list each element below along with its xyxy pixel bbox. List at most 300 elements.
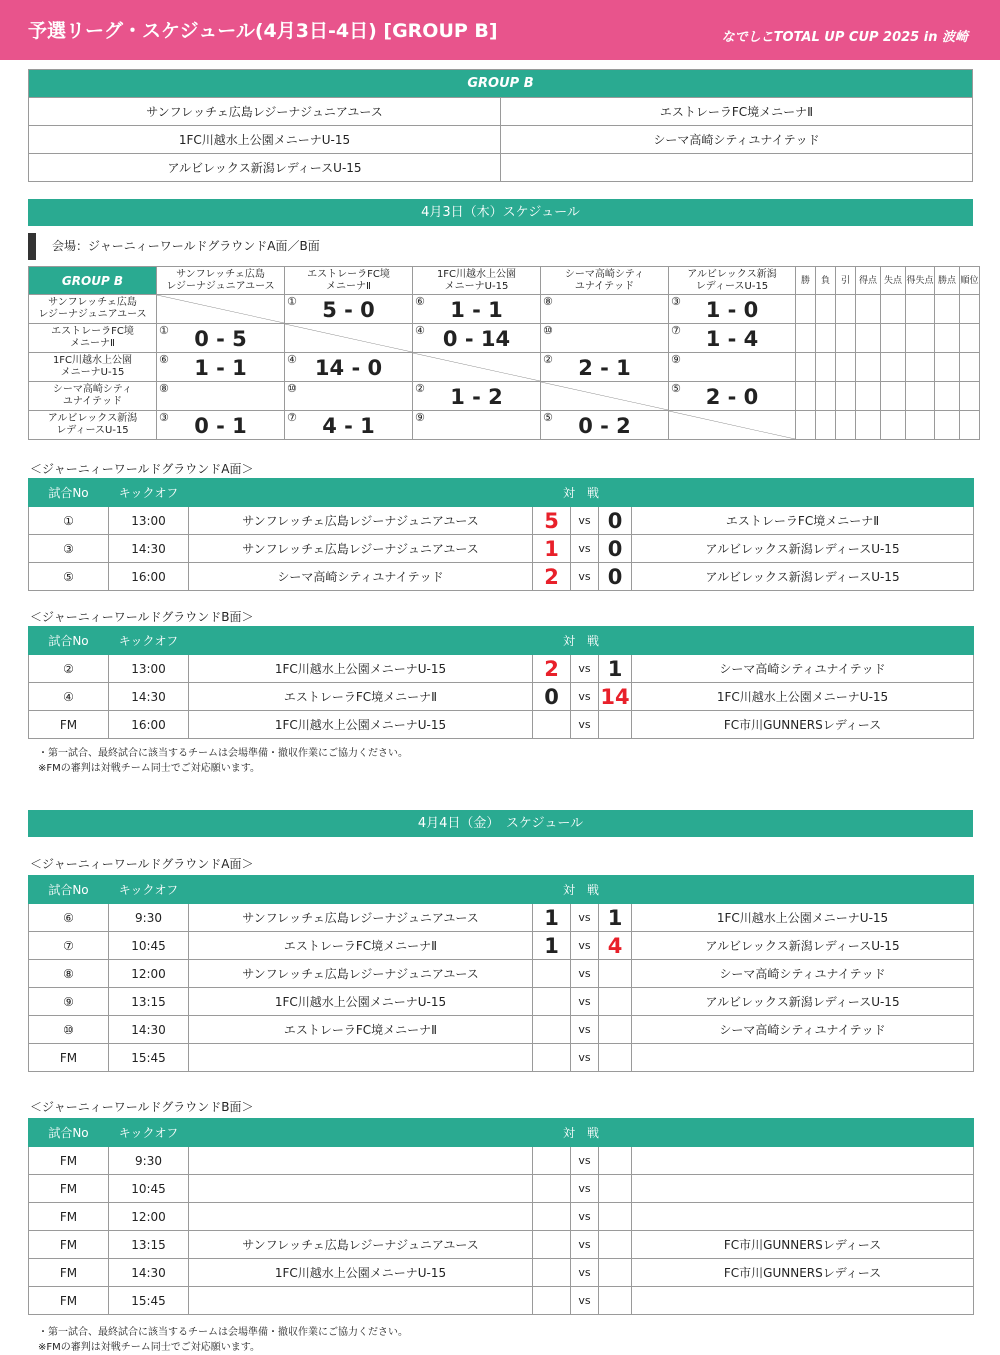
match-no: ①: [29, 507, 109, 535]
stat-cell: [906, 411, 935, 440]
note-line: ※FMの審判は対戦チーム同士でご対応願います。: [38, 763, 260, 774]
event-title: なでしこTOTAL UP CUP 2025 in 波崎: [721, 30, 968, 45]
home-team: エストレーラFC境メニーナⅡ: [189, 932, 533, 960]
schedule-row: [29, 507, 974, 535]
match-no: FM: [29, 1287, 109, 1315]
matrix-row-team: [29, 411, 157, 440]
vs-label: vs: [571, 932, 599, 960]
away-score: [599, 711, 632, 739]
away-team: [632, 1175, 974, 1203]
home-score: [533, 1016, 571, 1044]
stat-cell: [816, 324, 836, 353]
col-header-kickoff: キックオフ: [109, 1119, 189, 1147]
kickoff-time: 14:30: [109, 1259, 189, 1287]
stat-cell: [960, 411, 980, 440]
schedule-row: [29, 1231, 974, 1259]
home-team: 1FC川越水上公園メニーナU-15: [189, 711, 533, 739]
team-name-line: シーマ高崎シティ: [564, 268, 645, 280]
home-team: [189, 1203, 533, 1231]
match-no: FM: [29, 1044, 109, 1072]
col-header-match: 対 戦: [189, 876, 974, 904]
match-score: 5 - 0: [322, 298, 375, 322]
stat-cell: [881, 295, 906, 324]
stat-cell: [881, 382, 906, 411]
match-no: ⑩: [29, 1016, 109, 1044]
away-team: アルビレックス新潟レディースU-15: [632, 535, 974, 563]
schedule-row: [29, 932, 974, 960]
kickoff-time: 15:45: [109, 1287, 189, 1315]
vs-label: vs: [571, 683, 599, 711]
away-team: シーマ高崎シティユナイテッド: [632, 655, 974, 683]
day1-groundB-table: [28, 626, 974, 739]
stat-cell: [796, 324, 816, 353]
day1-groundA-label: ＜ジャーニィーワールドグラウンドA面＞: [30, 462, 254, 476]
schedule-row: [29, 1203, 974, 1231]
away-score: [599, 1016, 632, 1044]
matrix-diagonal-cell: [669, 411, 796, 440]
match-score: 0 - 5: [194, 327, 247, 351]
stat-cell: [960, 295, 980, 324]
day2-groundA-label: ＜ジャーニィーワールドグラウンドA面＞: [30, 857, 254, 871]
match-score: 1 - 1: [194, 356, 247, 380]
matrix-diagonal-cell: [285, 324, 413, 353]
team-name-line: ユナイテッド: [574, 280, 635, 292]
match-number: ④: [287, 353, 297, 366]
stat-cell: [816, 353, 836, 382]
matrix-col-team: [541, 267, 669, 295]
team-name-line: シーマ高崎シティ: [52, 384, 133, 395]
day1-notes: [38, 746, 408, 776]
match-number: ③: [671, 295, 681, 308]
stat-cell: [935, 411, 960, 440]
matrix-result-cell: [413, 324, 541, 353]
away-score: [599, 1175, 632, 1203]
matrix-result-cell: [157, 411, 285, 440]
away-team: FC市川GUNNERSレディース: [632, 1231, 974, 1259]
day2-groundA-table: [28, 875, 974, 1072]
away-score: 4: [599, 932, 632, 960]
team-name-line: メニーナⅡ: [326, 280, 371, 292]
stat-cell: [935, 353, 960, 382]
team-name-line: エストレーラFC境: [307, 268, 390, 280]
away-score: 0: [599, 507, 632, 535]
stat-cell: [836, 295, 856, 324]
schedule-row: [29, 960, 974, 988]
match-number: ⑥: [415, 295, 425, 308]
match-number: ③: [159, 411, 169, 424]
home-score: 0: [533, 683, 571, 711]
group-team: アルビレックス新潟レディースU-15: [29, 154, 501, 182]
stat-header: 失点: [881, 267, 906, 295]
vs-label: vs: [571, 1287, 599, 1315]
stat-cell: [856, 295, 881, 324]
vs-label: vs: [571, 1203, 599, 1231]
col-header-no: 試合No: [29, 1119, 109, 1147]
kickoff-time: 15:45: [109, 1044, 189, 1072]
kickoff-time: 9:30: [109, 904, 189, 932]
vs-label: vs: [571, 1147, 599, 1175]
schedule-row: [29, 1044, 974, 1072]
stat-cell: [935, 382, 960, 411]
matrix-result-cell: [669, 324, 796, 353]
away-score: 1: [599, 655, 632, 683]
home-score: 5: [533, 507, 571, 535]
group-team: 1FC川越水上公園メニーナU-15: [29, 126, 501, 154]
vs-label: vs: [571, 1175, 599, 1203]
kickoff-time: 16:00: [109, 563, 189, 591]
match-number: ②: [415, 382, 425, 395]
schedule-row: [29, 904, 974, 932]
match-number: ⑨: [415, 411, 425, 424]
stat-cell: [816, 382, 836, 411]
kickoff-time: 13:15: [109, 988, 189, 1016]
venue-label: 会場：ジャーニィーワールドグラウンドA面／B面: [28, 233, 320, 260]
schedule-row: [29, 1175, 974, 1203]
team-name-line: メニーナⅡ: [70, 338, 115, 349]
team-name-line: レジーナジュニアユース: [38, 309, 147, 320]
match-number: ⑩: [543, 324, 553, 337]
schedule-row: [29, 1287, 974, 1315]
home-score: 1: [533, 932, 571, 960]
team-name-line: ユナイテッド: [62, 396, 123, 407]
vs-label: vs: [571, 1231, 599, 1259]
diagonal-line: [669, 411, 795, 439]
home-team: エストレーラFC境メニーナⅡ: [189, 683, 533, 711]
vs-label: vs: [571, 904, 599, 932]
stat-cell: [960, 324, 980, 353]
away-team: シーマ高崎シティユナイテッド: [632, 1016, 974, 1044]
home-score: 2: [533, 655, 571, 683]
home-score: [533, 1147, 571, 1175]
match-no: FM: [29, 1175, 109, 1203]
match-number: ⑥: [159, 353, 169, 366]
away-score: [599, 1287, 632, 1315]
match-number: ②: [543, 353, 553, 366]
away-team: 1FC川越水上公園メニーナU-15: [632, 683, 974, 711]
away-score: [599, 960, 632, 988]
away-score: 0: [599, 563, 632, 591]
stat-cell: [960, 353, 980, 382]
match-score: 14 - 0: [314, 356, 383, 380]
stat-header: 勝: [796, 267, 816, 295]
away-score: [599, 1044, 632, 1072]
match-number: ①: [159, 324, 169, 337]
kickoff-time: 14:30: [109, 535, 189, 563]
away-team: シーマ高崎シティユナイテッド: [632, 960, 974, 988]
schedule-row: [29, 683, 974, 711]
kickoff-time: 9:30: [109, 1147, 189, 1175]
schedule-row: [29, 1016, 974, 1044]
kickoff-time: 13:15: [109, 1231, 189, 1259]
away-team: エストレーラFC境メニーナⅡ: [632, 507, 974, 535]
stat-header: 引: [836, 267, 856, 295]
matrix-result-cell: [669, 353, 796, 382]
vs-label: vs: [571, 563, 599, 591]
match-number: ⑤: [671, 382, 681, 395]
day1-groundA-table: [28, 478, 974, 591]
matrix-result-cell: [541, 411, 669, 440]
stat-cell: [881, 411, 906, 440]
group-title: GROUP B: [29, 70, 973, 98]
match-no: FM: [29, 1147, 109, 1175]
schedule-row: [29, 988, 974, 1016]
match-score: 0 - 14: [442, 327, 511, 351]
col-header-kickoff: キックオフ: [109, 627, 189, 655]
vs-label: vs: [571, 988, 599, 1016]
page-title: 予選リーグ・スケジュール(4月3日-4日) [GROUP B]: [28, 20, 498, 42]
stat-cell: [816, 295, 836, 324]
match-no: ⑨: [29, 988, 109, 1016]
round-robin-matrix: [28, 266, 980, 440]
home-team: [189, 1287, 533, 1315]
vs-label: vs: [571, 655, 599, 683]
away-score: [599, 1259, 632, 1287]
match-number: ⑧: [159, 382, 169, 395]
note-line: ・第一試合、最終試合に該当するチームは会場準備・撤収作業にご協力ください。: [38, 748, 408, 759]
vs-label: vs: [571, 1259, 599, 1287]
away-score: 0: [599, 535, 632, 563]
match-no: ③: [29, 535, 109, 563]
stat-cell: [836, 353, 856, 382]
home-team: シーマ高崎シティユナイテッド: [189, 563, 533, 591]
home-team: [189, 1044, 533, 1072]
kickoff-time: 16:00: [109, 711, 189, 739]
day1-groundB-label: ＜ジャーニィーワールドグラウンドB面＞: [30, 610, 254, 624]
home-team: 1FC川越水上公園メニーナU-15: [189, 655, 533, 683]
note-line: ※FMの審判は対戦チーム同士でご対応願います。: [38, 1342, 260, 1353]
stat-header: 順位: [960, 267, 980, 295]
stat-cell: [906, 295, 935, 324]
schedule-row: [29, 535, 974, 563]
team-name-line: アルビレックス新潟: [687, 268, 777, 280]
day2-title: 4月4日（金） スケジュール: [28, 810, 973, 837]
team-name-line: サンフレッチェ広島: [48, 297, 137, 308]
vs-label: vs: [571, 507, 599, 535]
home-team: 1FC川越水上公園メニーナU-15: [189, 1259, 533, 1287]
away-team: FC市川GUNNERSレディース: [632, 1259, 974, 1287]
group-team: シーマ高崎シティユナイテッド: [501, 126, 973, 154]
match-score: 4 - 1: [322, 414, 375, 438]
stat-cell: [796, 353, 816, 382]
match-score: 1 - 0: [705, 298, 759, 322]
team-name-line: メニーナU-15: [444, 280, 509, 292]
home-score: [533, 988, 571, 1016]
home-team: エストレーラFC境メニーナⅡ: [189, 1016, 533, 1044]
away-team: [632, 1147, 974, 1175]
col-header-no: 試合No: [29, 876, 109, 904]
match-number: ⑩: [287, 382, 297, 395]
group-team: [501, 154, 973, 182]
team-name-line: レディースU-15: [695, 280, 769, 292]
home-score: 1: [533, 904, 571, 932]
stat-cell: [836, 382, 856, 411]
matrix-result-cell: [285, 353, 413, 382]
stat-cell: [796, 295, 816, 324]
match-no: FM: [29, 1203, 109, 1231]
home-score: [533, 1175, 571, 1203]
match-score: 1 - 1: [450, 298, 503, 322]
home-team: 1FC川越水上公園メニーナU-15: [189, 988, 533, 1016]
match-score: 1 - 2: [450, 385, 503, 409]
stat-cell: [935, 295, 960, 324]
match-number: ⑦: [287, 411, 297, 424]
stat-cell: [816, 411, 836, 440]
match-number: ④: [415, 324, 425, 337]
match-no: ⑥: [29, 904, 109, 932]
match-score: 2 - 0: [705, 385, 759, 409]
page-header: [0, 0, 1000, 60]
match-no: ⑧: [29, 960, 109, 988]
kickoff-time: 13:00: [109, 655, 189, 683]
matrix-row-team: [29, 382, 157, 411]
stat-cell: [906, 324, 935, 353]
match-no: FM: [29, 1231, 109, 1259]
note-line: ・第一試合、最終試合に該当するチームは会場準備・撤収作業にご協力ください。: [38, 1327, 408, 1338]
away-score: [599, 988, 632, 1016]
team-name-line: メニーナU-15: [60, 367, 125, 378]
group-team: サンフレッチェ広島レジーナジュニアユース: [29, 98, 501, 126]
stat-cell: [881, 324, 906, 353]
kickoff-time: 10:45: [109, 932, 189, 960]
diagonal-line: [285, 324, 412, 352]
away-score: 14: [600, 684, 630, 709]
match-number: ①: [287, 295, 297, 308]
kickoff-time: 10:45: [109, 1175, 189, 1203]
vs-label: vs: [571, 535, 599, 563]
diagonal-line: [541, 382, 668, 410]
away-score: [599, 1203, 632, 1231]
matrix-col-team: [285, 267, 413, 295]
matrix-diagonal-cell: [413, 353, 541, 382]
home-team: [189, 1147, 533, 1175]
away-score: [599, 1231, 632, 1259]
schedule-row: [29, 711, 974, 739]
schedule-row: [29, 655, 974, 683]
col-header-kickoff: キックオフ: [109, 479, 189, 507]
matrix-row-team: [29, 295, 157, 324]
away-team: 1FC川越水上公園メニーナU-15: [632, 904, 974, 932]
matrix-result-cell: [541, 295, 669, 324]
home-team: [189, 1175, 533, 1203]
stat-cell: [836, 411, 856, 440]
stat-cell: [856, 411, 881, 440]
stat-cell: [796, 411, 816, 440]
home-score: [533, 1044, 571, 1072]
stat-header: 得失点: [906, 267, 935, 295]
matrix-result-cell: [413, 382, 541, 411]
away-score: [599, 1147, 632, 1175]
match-no: FM: [29, 1259, 109, 1287]
matrix-result-cell: [669, 295, 796, 324]
matrix-result-cell: [285, 382, 413, 411]
stat-cell: [836, 324, 856, 353]
kickoff-time: 14:30: [109, 683, 189, 711]
col-header-match: 対 戦: [189, 1119, 974, 1147]
team-name-line: レジーナジュニアユース: [166, 280, 275, 292]
col-header-no: 試合No: [29, 627, 109, 655]
stat-cell: [906, 382, 935, 411]
away-team: アルビレックス新潟レディースU-15: [632, 932, 974, 960]
vs-label: vs: [571, 711, 599, 739]
stat-cell: [796, 382, 816, 411]
vs-label: vs: [571, 1016, 599, 1044]
match-score: 1 - 4: [705, 327, 759, 351]
day1-title: 4月3日（木）スケジュール: [28, 199, 973, 226]
match-number: ⑦: [671, 324, 681, 337]
home-team: サンフレッチェ広島レジーナジュニアユース: [189, 535, 533, 563]
team-name-line: エストレーラFC境: [51, 326, 134, 337]
team-name-line: アルビレックス新潟: [47, 413, 138, 424]
kickoff-time: 12:00: [109, 960, 189, 988]
stat-cell: [881, 353, 906, 382]
home-score: [533, 1287, 571, 1315]
home-team: サンフレッチェ広島レジーナジュニアユース: [189, 960, 533, 988]
matrix-row-team: [29, 353, 157, 382]
home-score: 1: [533, 535, 571, 563]
matrix-result-cell: [541, 353, 669, 382]
stat-header: 負: [816, 267, 836, 295]
matrix-row-team: [29, 324, 157, 353]
day2-notes: [38, 1325, 408, 1355]
col-header-match: 対 戦: [189, 627, 974, 655]
matrix-result-cell: [157, 353, 285, 382]
matrix-result-cell: [157, 382, 285, 411]
home-score: [533, 1203, 571, 1231]
stat-header: 得点: [856, 267, 881, 295]
matrix-result-cell: [669, 382, 796, 411]
matrix-result-cell: [285, 411, 413, 440]
away-team: FC市川GUNNERSレディース: [632, 711, 974, 739]
vs-label: vs: [571, 960, 599, 988]
matrix-result-cell: [413, 295, 541, 324]
matrix-result-cell: [541, 324, 669, 353]
away-team: アルビレックス新潟レディースU-15: [632, 988, 974, 1016]
matrix-col-team: [413, 267, 541, 295]
matrix-diagonal-cell: [541, 382, 669, 411]
home-team: サンフレッチェ広島レジーナジュニアユース: [189, 1231, 533, 1259]
home-score: [533, 711, 571, 739]
matrix-col-team: [669, 267, 796, 295]
match-number: ⑧: [543, 295, 553, 308]
day2-groundB-table: [28, 1118, 974, 1315]
home-team: サンフレッチェ広島レジーナジュニアユース: [189, 904, 533, 932]
home-score: [533, 1231, 571, 1259]
match-no: ②: [29, 655, 109, 683]
stat-header: 勝点: [935, 267, 960, 295]
stat-cell: [960, 382, 980, 411]
match-score: 2 - 1: [578, 356, 631, 380]
team-name-line: レディースU-15: [56, 425, 129, 436]
match-no: ④: [29, 683, 109, 711]
kickoff-time: 12:00: [109, 1203, 189, 1231]
schedule-row: [29, 1147, 974, 1175]
matrix-col-team: [157, 267, 285, 295]
day2-groundB-label: ＜ジャーニィーワールドグラウンドB面＞: [30, 1100, 254, 1114]
match-number: ⑤: [543, 411, 553, 424]
team-name-line: 1FC川越水上公園: [436, 268, 517, 280]
stat-cell: [906, 353, 935, 382]
col-header-no: 試合No: [29, 479, 109, 507]
match-no: ⑦: [29, 932, 109, 960]
matrix-result-cell: [285, 295, 413, 324]
matrix-result-cell: [157, 324, 285, 353]
match-number: ⑨: [671, 353, 681, 366]
stat-cell: [935, 324, 960, 353]
team-name-line: サンフレッチェ広島: [176, 268, 265, 280]
home-score: [533, 1259, 571, 1287]
match-score: 0 - 1: [194, 414, 247, 438]
stat-cell: [856, 353, 881, 382]
